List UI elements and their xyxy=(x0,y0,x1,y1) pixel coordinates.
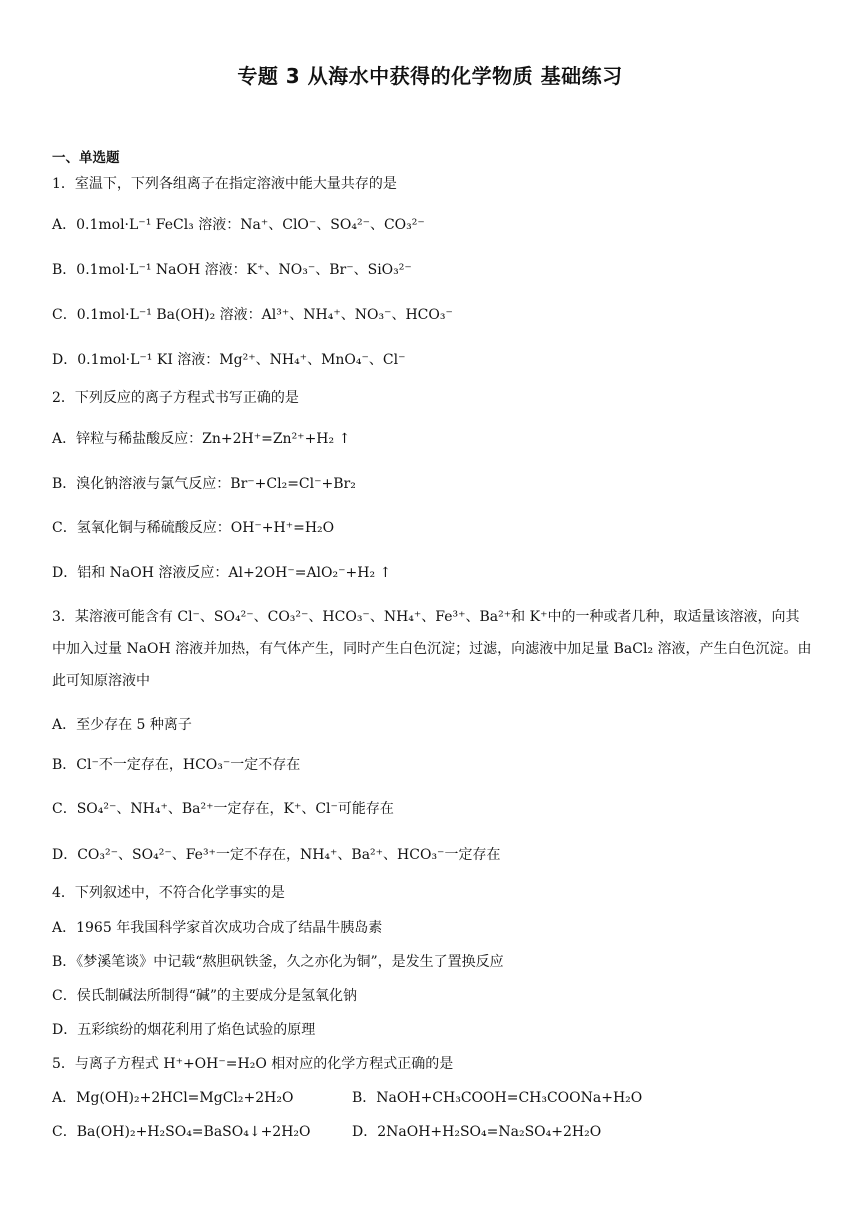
q1-option-b: B．0.1mol·L⁻¹ NaOH 溶液：K⁺、NO₃⁻、Br⁻、SiO₃²⁻ xyxy=(52,262,412,278)
q5-option-a: A．Mg(OH)₂+2HCl=MgCl₂+2H₂O xyxy=(52,1090,294,1106)
q2-option-c: C．氢氧化铜与稀硫酸反应：OH⁻+H⁺=H₂O xyxy=(52,520,335,536)
q4-option-b: B．《梦溪笔谈》中记载“熬胆矾铁釜，久之亦化为铜”，是发生了置换反应 xyxy=(52,954,504,970)
q5-option-d: D．2NaOH+H₂SO₄=Na₂SO₄+2H₂O xyxy=(352,1124,602,1140)
q4-option-a: A．1965 年我国科学家首次成功合成了结晶牛胰岛素 xyxy=(52,920,383,936)
page-title: 专题 3 从海水中获得的化学物质 基础练习 xyxy=(237,64,623,88)
section-heading: 一、单选题 xyxy=(52,150,120,166)
q1-stem: 1．室温下，下列各组离子在指定溶液中能大量共存的是 xyxy=(52,176,397,192)
q3-option-b: B．Cl⁻不一定存在，HCO₃⁻一定不存在 xyxy=(52,757,301,773)
q5-option-c: C．Ba(OH)₂+H₂SO₄=BaSO₄↓+2H₂O xyxy=(52,1124,311,1140)
q2-stem: 2．下列反应的离子方程式书写正确的是 xyxy=(52,390,299,406)
q5-stem: 5．与离子方程式 H⁺+OH⁻=H₂O 相对应的化学方程式正确的是 xyxy=(52,1056,454,1072)
q1-option-d: D．0.1mol·L⁻¹ KI 溶液：Mg²⁺、NH₄⁺、MnO₄⁻、Cl⁻ xyxy=(52,352,406,368)
q2-option-b: B．溴化钠溶液与氯气反应：Br⁻+Cl₂=Cl⁻+Br₂ xyxy=(52,476,356,492)
q4-stem: 4．下列叙述中，不符合化学事实的是 xyxy=(52,885,285,901)
q1-option-c: C．0.1mol·L⁻¹ Ba(OH)₂ 溶液：Al³⁺、NH₄⁺、NO₃⁻、HCO₃⁻ xyxy=(52,307,453,323)
q2-option-d: D．铝和 NaOH 溶液反应：Al+2OH⁻=AlO₂⁻+H₂ ↑ xyxy=(52,565,392,581)
q3-option-a: A．至少存在 5 种离子 xyxy=(52,717,192,733)
q4-option-d: D．五彩缤纷的烟花利用了焰色试验的原理 xyxy=(52,1022,316,1038)
q3-option-c: C．SO₄²⁻、NH₄⁺、Ba²⁺一定存在，K⁺、Cl⁻可能存在 xyxy=(52,801,394,817)
q1-option-a: A．0.1mol·L⁻¹ FeCl₃ 溶液：Na⁺、ClO⁻、SO₄²⁻、CO₃²⁻ xyxy=(52,217,425,233)
q2-option-a: A．锌粒与稀盐酸反应：Zn+2H⁺=Zn²⁺+H₂ ↑ xyxy=(52,431,351,447)
q5-option-b: B．NaOH+CH₃COOH=CH₃COONa+H₂O xyxy=(352,1090,643,1106)
q4-option-c: C．侯氏制碱法所制得“碱”的主要成分是氢氧化钠 xyxy=(52,988,358,1004)
q3-option-d: D．CO₃²⁻、SO₄²⁻、Fe³⁺一定不存在，NH₄⁺、Ba²⁺、HCO₃⁻一定存在 xyxy=(52,847,501,863)
q3-stem: 3．某溶液可能含有 Cl⁻、SO₄²⁻、CO₃²⁻、HCO₃⁻、NH₄⁺、Fe³⁺、Ba²⁺和 K⁺中的一种或者几种，取适量该溶液，向其中加入过量 NaOH 溶液并加热，有气体产生，同时产生白色沉淀；过滤，向滤液中加足量 BaCl₂ 溶液，产生白色沉淀。由此可知原溶液中 xyxy=(52,609,812,689)
